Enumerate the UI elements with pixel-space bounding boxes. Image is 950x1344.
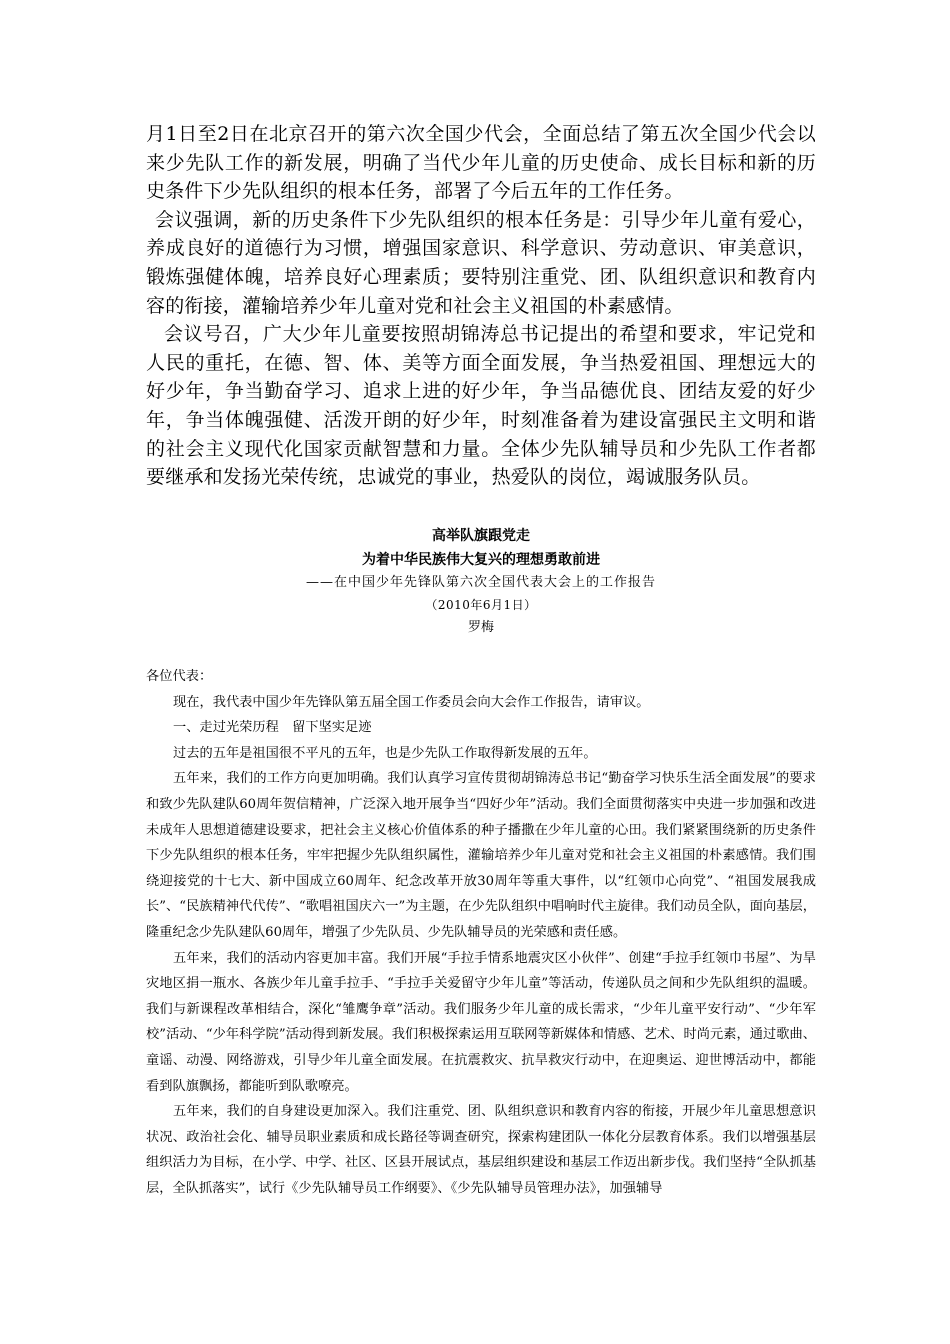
report-subtitle: ——在中国少年先锋队第六次全国代表大会上的工作报告 [305,575,656,590]
meeting-summary-section [146,120,816,492]
report-title-line-2: 为着中华民族伟大复兴的理想勇敢前进 [362,552,600,568]
report-title-block [146,524,816,640]
body-paragraph-5: 五年来，我们的自身建设更加深入。我们注重党、团、队组织意识和教育内容的衔接，开展少年儿童思想意识状况、政治社会化、辅导员职业素质和成长路径等调查研究，探索构建团队一体化分层教育体系。我们以增强基层组织活力为目标，在小学、中学、社区、区县开展试点，基层组织建设和基层工作迈出新步伐。我们坚持“全队抓基层，全队抓落实”，试行《少先队辅导员工作纲要》、《少先队辅导员管理办法》，加强辅导 [146,1104,816,1196]
report-body [146,664,816,1201]
summary-paragraph-1: 月1日至2日在北京召开的第六次全国少代会，全面总结了第五次全国少代会以来少先队工作的新发展，明确了当代少年儿童的历史使命、成长目标和新的历史条件下少先队组织的根本任务，部署了今后五年的工作任务。 [146,123,816,203]
salutation: 各位代表： [146,669,213,684]
report-author: 罗梅 [467,620,494,635]
report-title-line-1: 高举队旗跟党走 [432,528,530,544]
section-heading-1: 一、走过光荣历程 留下坚实足迹 [173,720,372,736]
body-paragraph-1: 现在，我代表中国少年先锋队第五届全国工作委员会向大会作工作报告，请审议。 [173,694,650,710]
body-paragraph-3: 五年来，我们的工作方向更加明确。我们认真学习宣传贯彻胡锦涛总书记“勤奋学习快乐生活全面发展”的要求和致少先队建队60周年贺信精神，广泛深入地开展争当“四好少年”活动。我们全面贯彻落实中央进一步加强和改进未成年人思想道德建设要求，把社会主义核心价值体系的种子播撒在少年儿童的心田。我们紧紧围绕新的历史条件下少先队组织的根本任务，牢牢把握少先队组织属性，灌输培养少年儿童对党和社会主义祖国的朴素感情。我们围绕迎接党的十七大、新中国成立60周年、纪念改革开放30周年等重大事件，以“红领巾心向党”、“祖国发展我成长”、“民族精神代代传”、“歌唱祖国庆六一”为主题，在少先队组织中唱响时代主旋律。我们动员全队，面向基层，隆重纪念少先队建队60周年，增强了少先队员、少先队辅导员的光荣感和责任感。 [146,771,816,940]
body-paragraph-4: 五年来，我们的活动内容更加丰富。我们开展“手拉手情系地震灾区小伙伴”、创建“手拉手红领巾书屋”、为旱灾地区捐一瓶水、各族少年儿童手拉手、“手拉手关爱留守少年儿童”等活动，传递队员之间和少先队组织的温暖。我们与新课程改革相结合，深化“雏鹰争章”活动。我们服务少年儿童的成长需求，“少年儿童平安行动”、“少年军校”活动、“少年科学院”活动得到新发展。我们积极探索运用互联网等新媒体和情感、艺术、时尚元素，通过歌曲、童谣、动漫、网络游戏，引导少年儿童全面发展。在抗震救灾、抗旱救灾行动中，在迎奥运、迎世博活动中，都能看到队旗飘扬，都能听到队歌嘹亮。 [146,950,816,1094]
summary-paragraph-3: 会议号召，广大少年儿童要按照胡锦涛总书记提出的希望和要求，牢记党和人民的重托，在德、智、体、美等方面全面发展，争当热爱祖国、理想远大的好少年，争当勤奋学习、追求上进的好少年，争当品德优良、团结友爱的好少年，争当体魄强健、活泼开朗的好少年，时刻准备着为建设富强民主文明和谐的社会主义现代化国家贡献智慧和力量。全体少先队辅导员和少先队工作者都要继承和发扬光荣传统，忠诚党的事业，热爱队的岗位，竭诚服务队员。 [146,323,816,489]
body-paragraph-2: 过去的五年是祖国很不平凡的五年，也是少先队工作取得新发展的五年。 [173,745,597,761]
report-date: （2010年6月1日） [425,598,537,612]
summary-paragraph-2: 会议强调，新的历史条件下少先队组织的根本任务是：引导少年儿童有爱心，养成良好的道德行为习惯，增强国家意识、科学意识、劳动意识、审美意识，锻炼强健体魄，培养良好心理素质；要特别注重党、团、队组织意识和教育内容的衔接，灌输培养少年儿童对党和社会主义祖国的朴素感情。 [146,208,816,317]
